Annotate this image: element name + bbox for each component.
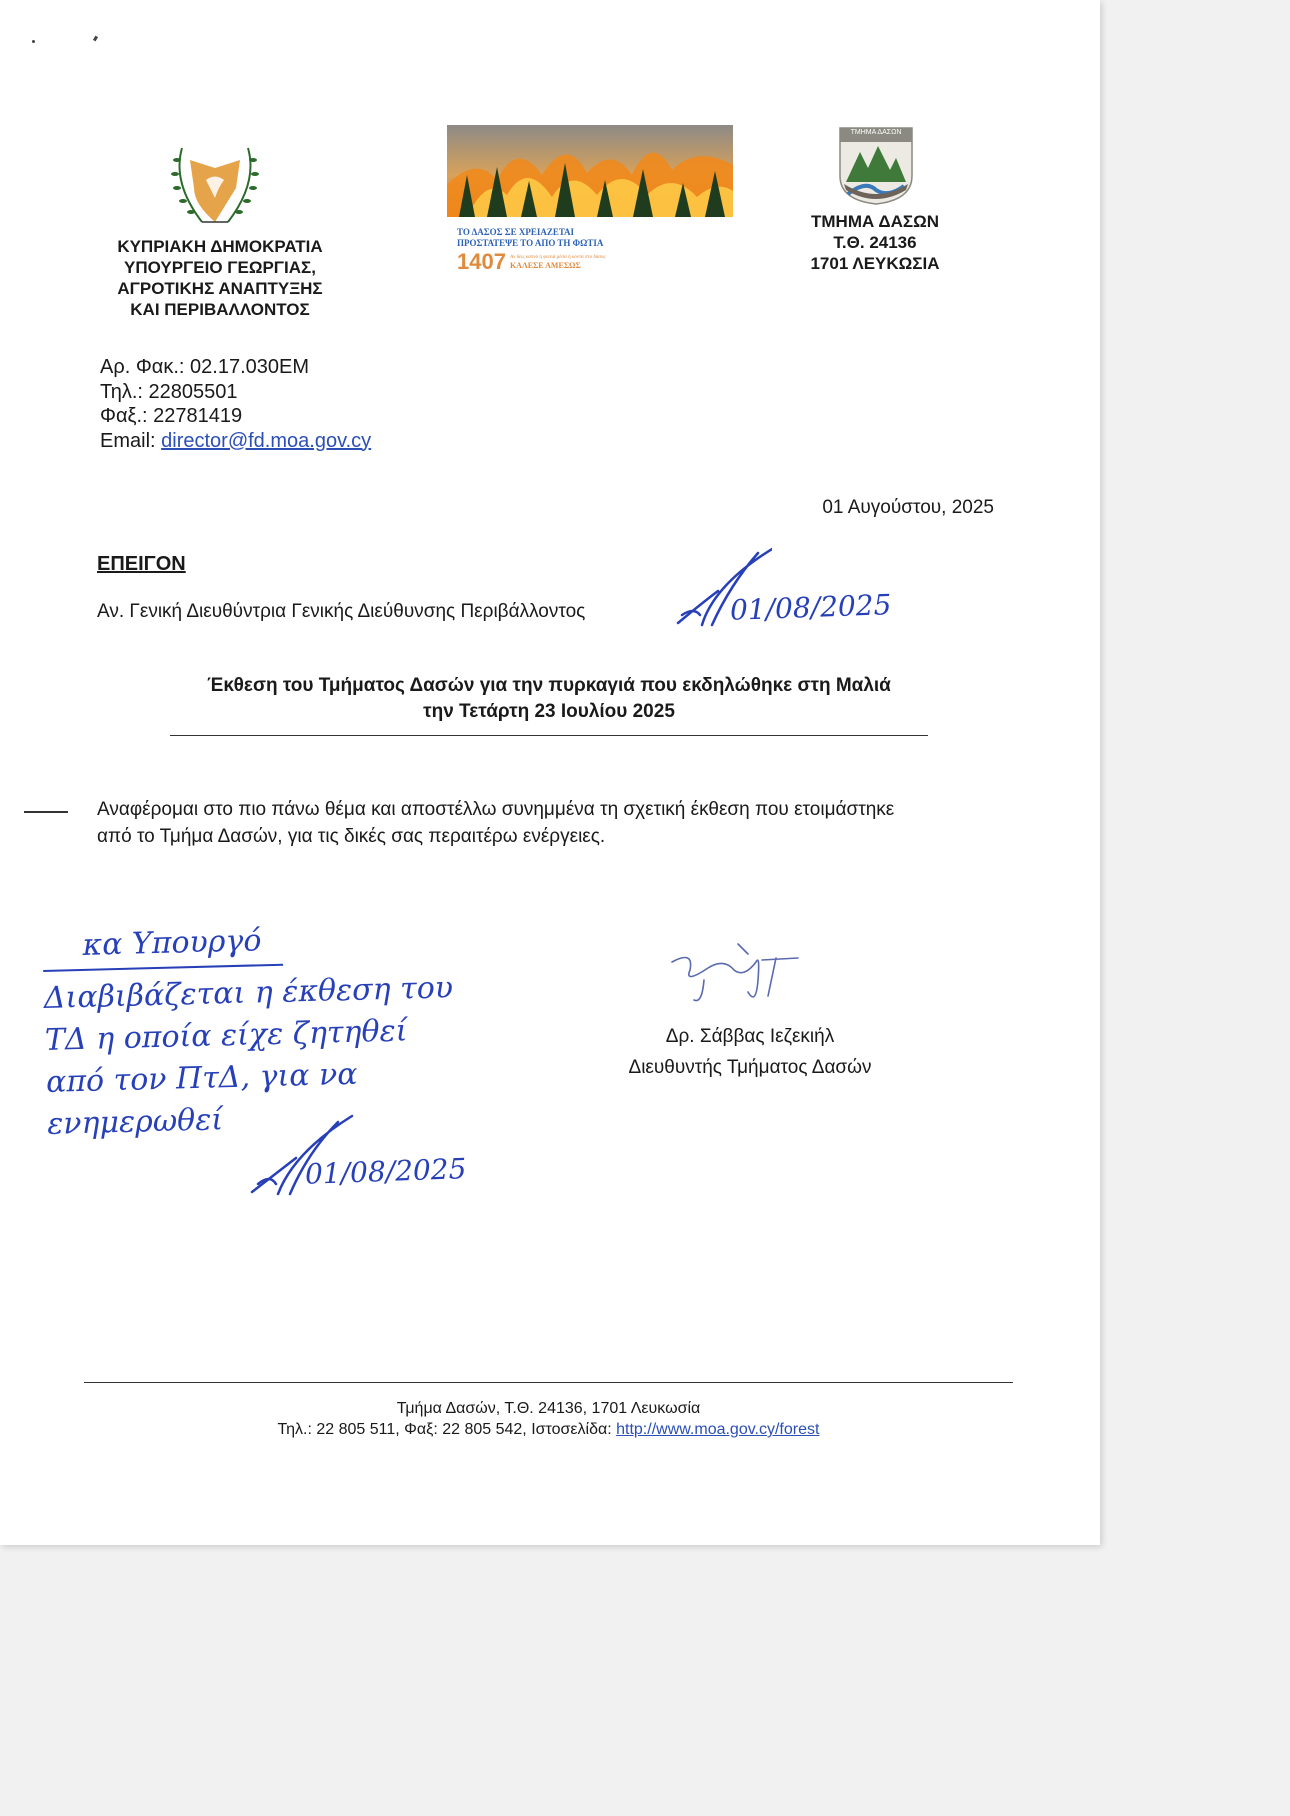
handwritten-line: από τον ΠτΔ, για να	[45, 1056, 358, 1100]
subject-divider	[170, 735, 928, 736]
body-paragraph	[97, 796, 1007, 850]
handwritten-line: Διαβιβάζεται η έκθεση του	[43, 970, 454, 1016]
phone: Τηλ.: 22805501	[100, 380, 238, 403]
fire-campaign-banner	[457, 227, 737, 275]
dept-line: ΤΜΗΜΑ ΔΑΣΩΝ	[811, 212, 939, 231]
footer-divider	[84, 1382, 1013, 1383]
ministry-line: ΑΓΡΟΤΙΚΗΣ ΑΝΑΠΤΥΞΗΣ	[117, 279, 323, 298]
ministry-line: ΚΥΠΡΙΑΚΗ ΔΗΜΟΚΡΑΤΙΑ	[117, 237, 323, 256]
recipient: Αν. Γενική Διευθύντρια Γενικής Διεύθυνσης Περιβάλλοντος	[97, 601, 586, 622]
subject	[120, 673, 978, 725]
handwritten-date-top: 01/08/2025	[729, 588, 892, 627]
letter-date: 01 Αυγούστου, 2025	[822, 497, 994, 518]
banner-note: Αν δεις καπνό ή φωτιά μέσα ή κοντά στο δάσος	[509, 254, 606, 260]
director-signature	[664, 940, 804, 1010]
banner-call: ΚΑΛΕΣΕ ΑΜΕΣΩΣ	[509, 260, 581, 270]
footer-phone-fax: Τηλ.: 22 805 511, Φαξ: 22 805 542, Ιστοσελίδα:	[277, 1421, 617, 1438]
ministry-line: ΚΑΙ ΠΕΡΙΒΑΛΛΟΝΤΟΣ	[130, 300, 310, 319]
fax: Φαξ.: 22781419	[100, 405, 243, 427]
website-link[interactable]: http://www.moa.gov.cy/forest	[616, 1421, 820, 1438]
dept-line: Τ.Θ. 24136	[833, 233, 917, 252]
ministry-header	[70, 236, 370, 320]
fire-campaign-image	[447, 125, 733, 217]
scan-speck	[93, 36, 98, 42]
banner-hotline-number: 1407	[457, 249, 506, 274]
email-link[interactable]: director@fd.moa.gov.cy	[161, 429, 372, 452]
scan-speck	[32, 40, 35, 43]
banner-line2: ΠΡΟΣΤΑΤΕΨΕ ΤΟ ΑΠΟ ΤΗ ΦΩΤΙΑ	[457, 238, 604, 248]
footer-contact	[84, 1419, 1013, 1440]
body-line1: Αναφέρομαι στο πιο πάνω θέμα και αποστέλλω συνημμένα τη σχετική έκθεση που ετοιμάστηκε	[97, 799, 895, 820]
handwritten-date-bottom: 01/08/2025	[304, 1152, 467, 1191]
logo-caption: ΤΜΗΜΑ ΔΑΣΩΝ	[850, 129, 902, 136]
signer-title: Διευθυντής Τμήματος Δασών	[628, 1057, 872, 1078]
signature-block	[560, 1021, 940, 1083]
body-line2: από το Τμήμα Δασών, για τις δικές σας περαιτέρω ενέργειες.	[97, 826, 606, 847]
urgent-label: ΕΠΕΙΓΟΝ	[97, 553, 186, 575]
subject-line1: Έκθεση του Τμήματος Δασών για την πυρκαγιά που εκδηλώθηκε στη Μαλιά	[207, 675, 891, 696]
ministry-line: ΥΠΟΥΡΓΕΙΟ ΓΕΩΡΓΙΑΣ,	[124, 258, 316, 277]
forestry-department-address	[780, 211, 970, 274]
subject-line2: την Τετάρτη 23 Ιουλίου 2025	[423, 701, 675, 722]
handwritten-line: ενημερωθεί	[46, 1102, 224, 1142]
handwritten-line: ΤΔ η οποία είχε ζητηθεί	[44, 1013, 408, 1058]
email-row	[100, 429, 371, 454]
contact-block	[100, 355, 371, 453]
footer-address: Τμήμα Δασών, Τ.Θ. 24136, 1701 Λευκωσία	[396, 1400, 701, 1417]
file-number: Αρ. Φακ.: 02.17.030ΕΜ	[100, 356, 309, 378]
margin-mark	[24, 811, 68, 813]
forestry-department-logo	[836, 124, 916, 206]
footer	[84, 1398, 1013, 1440]
signer-name: Δρ. Σάββας Ιεζεκιήλ	[665, 1026, 835, 1047]
email-label: Email:	[100, 429, 162, 452]
handwritten-line: κα Υπουργό	[82, 923, 262, 963]
banner-line1: ΤΟ ΔΑΣΟΣ ΣΕ ΧΡΕΙΑΖΕΤΑΙ	[457, 227, 575, 237]
dept-line: 1701 ΛΕΥΚΩΣΙΑ	[810, 254, 940, 273]
coat-of-arms-icon	[160, 138, 270, 228]
